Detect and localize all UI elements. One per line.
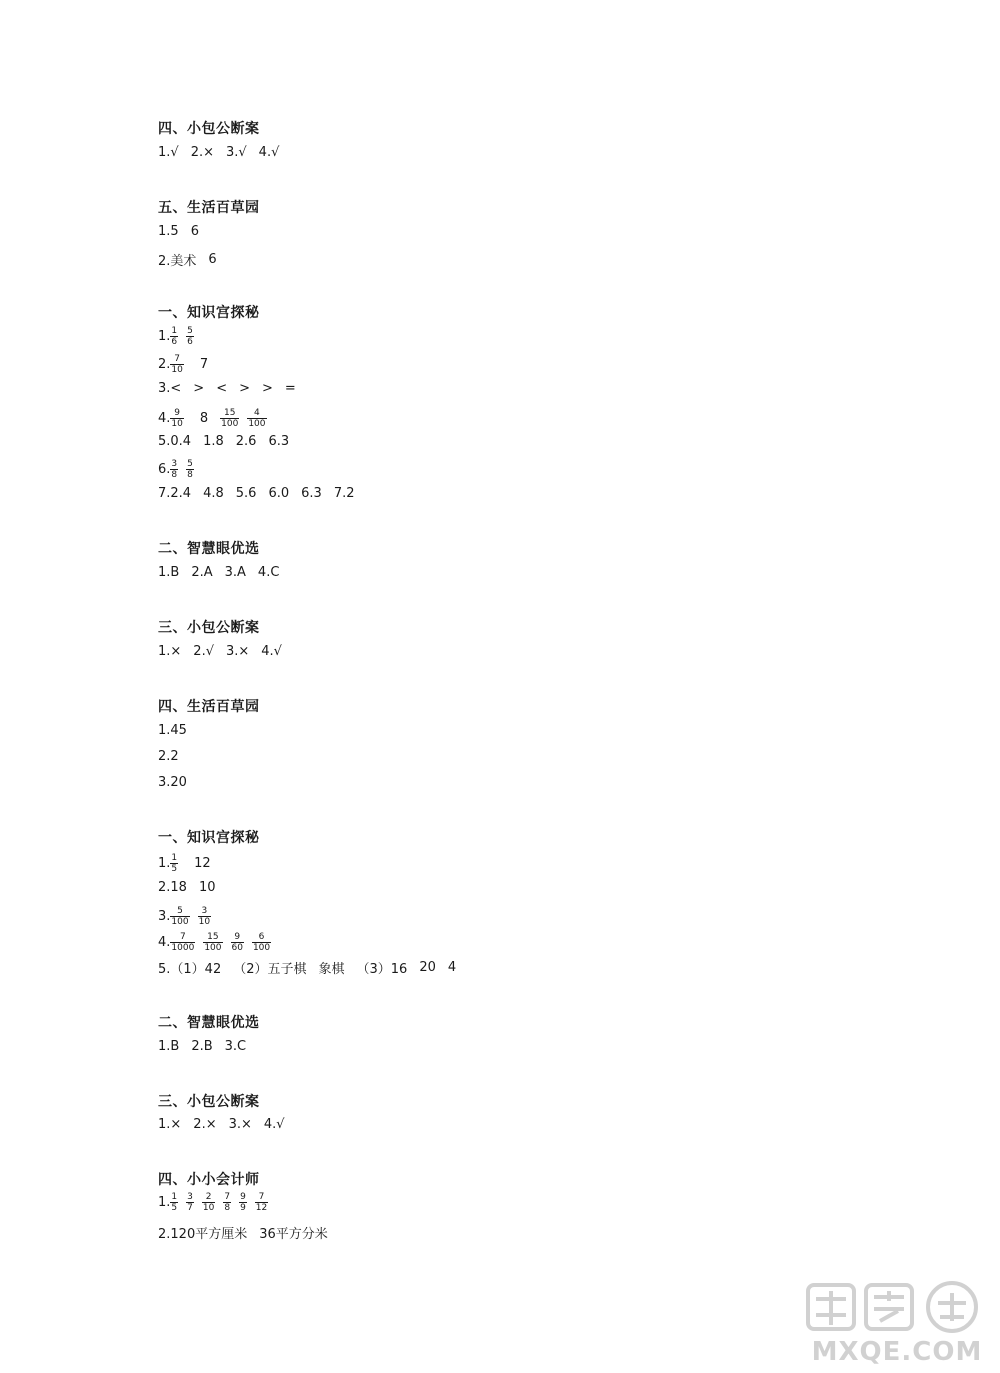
answer-item: 6.3 [301,486,322,501]
answer-item: 2.6 [235,434,257,449]
answer-item: 2.√ [193,644,214,659]
answer-item: 10 [198,880,216,895]
fraction [170,906,189,927]
section-heading: 一、知识宫探秘 [158,305,260,321]
section-heading: 五、生活百草园 [158,200,260,216]
section-heading: 二、智慧眼优选 [158,541,260,557]
answer-line [158,932,271,953]
answer-prefix: 3. [158,909,171,924]
answer-item: > [193,381,205,396]
fraction-denominator: 10 [198,917,211,927]
fraction-numerator: 9 [234,932,241,942]
section-heading: 二、智慧眼优选 [158,1015,260,1031]
fraction-numerator: 9 [174,408,180,418]
answer-line [158,354,208,375]
watermark-logo-icon [802,1277,992,1337]
fraction [223,1192,231,1213]
answer-item: 1.× [158,1117,182,1132]
answer-line [158,1117,285,1132]
answer-item: 20 [419,960,436,975]
fraction-numerator: 15 [224,408,236,418]
answer-item: 2.× [193,1117,217,1132]
fraction-numerator: 4 [254,408,260,418]
answer-line [158,224,199,239]
answer-item: 6.3 [268,434,290,449]
fraction-denominator: 100 [252,943,271,953]
fraction [252,932,271,953]
answer-line [158,250,217,269]
answer-item: 2.× [190,145,214,160]
answer-item: 1.5 [158,224,179,239]
fraction [202,1192,215,1213]
fraction-denominator: 100 [221,419,239,429]
answer-item: 4.√ [261,644,282,659]
answer-item: 4.8 [203,486,224,501]
section-heading: 四、小包公断案 [158,121,260,137]
answer-line [158,434,289,449]
answer-line [158,326,194,347]
answer-item: 3.A [224,565,246,580]
answer-line [158,381,296,396]
answer-prefix: 1. [158,329,171,344]
fraction-numerator: 5 [187,326,193,336]
fraction [186,326,194,347]
answer-line [158,644,282,659]
fraction [255,1192,268,1213]
answer-line [158,486,355,501]
fraction [170,408,183,429]
answer-prefix: 4. [158,411,171,426]
fraction [170,1192,178,1213]
fraction-numerator: 1 [171,326,178,336]
answer-item: 4.C [257,565,280,580]
answer-item: 4.√ [258,145,280,160]
answer-item: 5.（1）42 [158,962,222,977]
answer-item: 7.2.4 [158,486,192,501]
answer-line [158,459,194,480]
answer-item: > [239,381,251,396]
answer-item: = [284,381,296,396]
answer-line [158,565,279,580]
section-heading: 四、生活百草园 [158,699,260,715]
fraction [170,459,178,480]
fraction-numerator: 5 [177,906,183,916]
answer-item: 4.√ [263,1117,285,1132]
fraction-denominator: 60 [231,943,243,953]
fraction [186,1192,194,1213]
fraction-numerator: 3 [171,459,178,469]
answer-line [158,749,179,764]
section-heading: 三、小包公断案 [158,620,260,636]
fraction [170,354,183,375]
fraction-denominator: 7 [187,1203,193,1213]
answer-item: 7 [199,357,209,372]
fraction-numerator: 1 [171,1192,178,1202]
answer-item: 36平方分米 [259,1227,328,1242]
fraction-numerator: 9 [240,1192,246,1202]
fraction-denominator: 5 [171,1203,178,1213]
fraction-denominator: 6 [187,337,193,347]
answer-prefix: 4. [158,935,171,950]
fraction-numerator: 7 [258,1192,265,1202]
answer-item: 8 [199,411,209,426]
fraction-denominator: 6 [171,337,178,347]
fraction-denominator: 12 [255,1203,268,1213]
answer-item: 2.A [191,565,213,580]
answer-item: 1.√ [158,145,179,160]
answer-item: 4 [447,960,457,975]
answer-item: 1.B [158,565,180,580]
fraction-numerator: 15 [207,932,219,942]
fraction-denominator: 100 [204,943,222,953]
fraction [239,1192,247,1213]
answer-line [158,853,211,874]
answer-line [158,723,187,738]
answer-item: 1.45 [158,723,187,738]
fraction-denominator: 100 [171,917,189,927]
answer-item: 2.美术 [158,254,197,269]
watermark-text: MXQE.COM [811,1337,983,1367]
answer-line [158,775,187,790]
answer-prefix: 2. [158,357,171,372]
fraction-numerator: 7 [174,354,180,364]
answer-line [158,958,456,977]
answer-item: 3.× [228,1117,252,1132]
fraction-numerator: 5 [187,459,193,469]
fraction-numerator: 7 [179,932,186,942]
section-heading: 三、小包公断案 [158,1094,260,1110]
answer-item: 1.× [158,644,182,659]
answer-item: 12 [194,856,211,871]
answer-line [158,1039,246,1054]
answer-item: > [262,381,273,396]
section-heading: 四、小小会计师 [158,1172,260,1188]
fraction-denominator: 9 [240,1203,246,1213]
answer-line [158,1192,268,1213]
answer-item: 3.C [224,1039,247,1054]
fraction [186,459,194,480]
answer-prefix: 6. [158,462,171,477]
answer-item: 1.B [158,1039,180,1054]
answer-item: 2.120平方厘米 [158,1227,248,1242]
fraction-denominator: 10 [202,1203,215,1213]
fraction [170,932,195,953]
fraction-numerator: 6 [258,932,265,942]
fraction-denominator: 10 [171,419,183,429]
answer-item: 1.8 [203,434,224,449]
fraction-numerator: 1 [171,853,178,863]
answer-item: 象棋 [318,962,345,977]
fraction [203,932,222,953]
fraction-denominator: 8 [187,470,193,480]
answer-item: （3）16 [356,962,408,977]
fraction [170,326,178,347]
fraction-denominator: 100 [248,419,266,429]
answer-item: 3.< [158,381,182,396]
watermark [802,1277,992,1367]
answer-line [158,880,216,895]
fraction-denominator: 1000 [171,943,195,953]
answer-prefix: 1. [158,1195,171,1210]
answer-line [158,906,211,927]
answer-item: 2.B [191,1039,213,1054]
answer-line [158,1223,328,1242]
answer-line [158,408,267,429]
answer-item: 5.6 [235,486,257,501]
answer-item: 6 [208,252,217,267]
answer-item: 2.2 [158,749,179,764]
fraction-denominator: 8 [224,1203,231,1213]
fraction-numerator: 3 [201,906,208,916]
fraction [198,906,211,927]
fraction-numerator: 7 [224,1192,231,1202]
fraction-denominator: 5 [171,864,178,874]
answer-item: 6.0 [268,486,290,501]
fraction-numerator: 2 [205,1192,212,1202]
answer-line [158,145,279,160]
fraction [247,408,266,429]
fraction-denominator: 10 [171,365,183,375]
section-heading: 一、知识宫探秘 [158,830,260,846]
answer-prefix: 1. [158,856,171,871]
fraction-numerator: 3 [187,1192,193,1202]
fraction-denominator: 8 [171,470,178,480]
answer-item: 3.× [225,644,250,659]
fraction [220,408,239,429]
answer-item: 5.0.4 [158,434,192,449]
answer-item: < [216,381,228,396]
answer-item: 6 [190,224,199,239]
fraction [231,932,244,953]
answer-item: 3.20 [158,775,187,790]
fraction [170,853,178,874]
answer-item: 7.2 [333,486,355,501]
answer-item: （2）五子棋 [233,962,307,977]
answer-item: 3.√ [225,145,247,160]
answer-item: 2.18 [158,880,187,895]
